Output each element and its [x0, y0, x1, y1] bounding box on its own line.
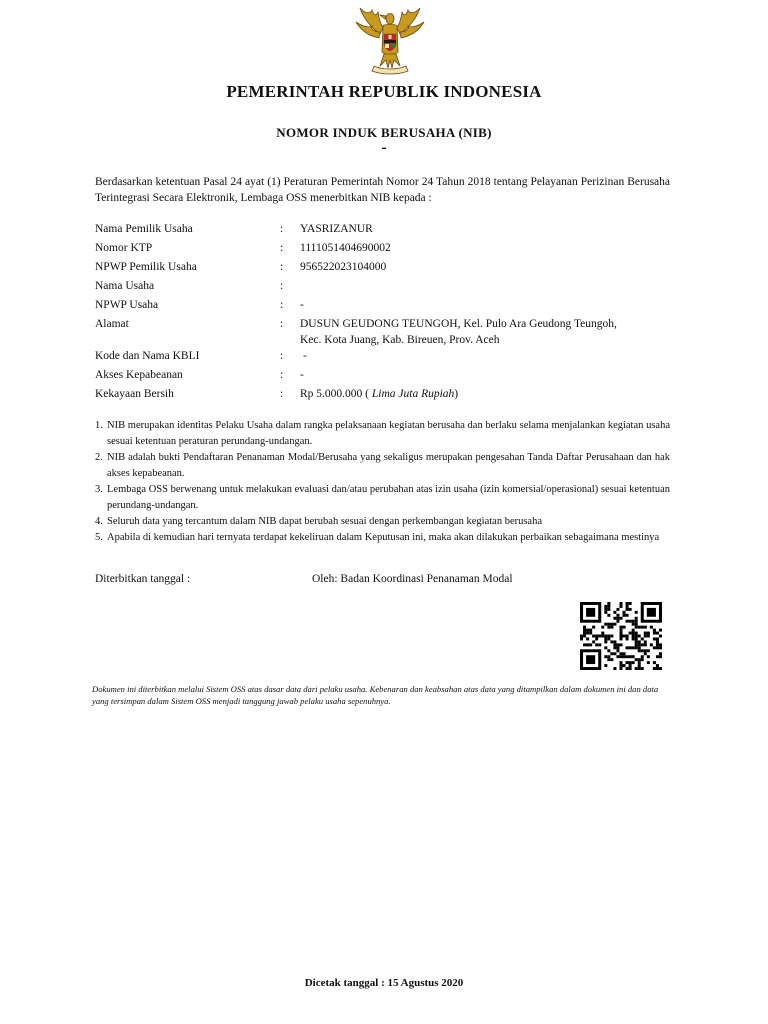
address-line-2: Kec. Kota Juang, Kab. Bireuen, Prov. Aceh	[300, 334, 500, 346]
note-number: 1.	[95, 420, 103, 431]
field-value	[300, 316, 675, 348]
field-value	[300, 386, 675, 402]
note-text: NIB merupakan identitas Pelaku Usaha dalam rangka pelaksanaan kegiatan berusaha dan berlaku selama menjalankan kegiatan usaha sesuai ketentuan peraturan perundang-undangan.	[107, 420, 670, 447]
issued-by: Oleh: Badan Koordinasi Penanaman Modal	[312, 573, 513, 585]
field-owner-npwp	[95, 259, 675, 278]
note-text: Apabila di kemudian hari ternyata terdapat kekeliruan dalam Keputusan ini, maka akan dilakukan perbaikan sebagaimana mestinya	[107, 532, 660, 543]
field-value: -	[300, 299, 304, 311]
business-fields	[95, 221, 675, 405]
note-item	[95, 482, 670, 514]
field-kbli	[95, 348, 675, 367]
field-label: Alamat	[95, 318, 129, 330]
field-separator: :	[280, 318, 284, 330]
intro-paragraph: Berdasarkan ketentuan Pasal 24 ayat (1) Peraturan Pemerintah Nomor 24 Tahun 2018 tentang Pelayanan Perizinan Berusaha Terintegrasi Secara Elektronik, Lembaga OSS menerbitkan NIB kepada :	[95, 176, 670, 204]
field-label: Nama Usaha	[95, 280, 155, 292]
net-worth-words: Lima Juta Rupiah	[369, 388, 455, 400]
document-title: NOMOR INDUK BERUSAHA (NIB)	[276, 125, 492, 140]
field-business-name	[95, 278, 675, 297]
printed-date: Dicetak tanggal : 15 Agustus 2020	[304, 977, 464, 989]
field-label: Kekayaan Bersih	[95, 388, 174, 400]
field-label: Kode dan Nama KBLI	[95, 350, 200, 362]
field-separator: :	[280, 369, 284, 381]
field-business-npwp	[95, 297, 675, 316]
address-line-1: DUSUN GEUDONG TEUNGOH, Kel. Pulo Ara Geudong Teungoh,	[300, 318, 617, 330]
field-value: 1111051404690002	[300, 242, 391, 254]
field-net-worth	[95, 386, 675, 405]
note-number: 5.	[95, 532, 103, 543]
garuda-emblem-icon	[350, 4, 430, 76]
field-customs	[95, 367, 675, 386]
field-owner-name	[95, 221, 675, 240]
note-text: Lembaga OSS berwenang untuk melakukan evaluasi dan/atau perubahan atas izin usaha (izin komersial/operasional) sesuai ketentuan perundang-undangan.	[107, 484, 670, 511]
note-item	[95, 418, 670, 450]
field-value: 956522023104000	[300, 261, 387, 273]
field-value: YASRIZANUR	[300, 223, 373, 235]
net-worth-amount: Rp 5.000.000 (	[300, 388, 369, 400]
note-item	[95, 514, 670, 530]
note-number: 4.	[95, 516, 103, 527]
note-number: 3.	[95, 484, 103, 495]
qr-code-icon	[580, 602, 662, 670]
field-ktp	[95, 240, 675, 259]
field-separator: :	[280, 350, 284, 362]
field-separator: :	[280, 280, 284, 292]
field-label: NPWP Pemilik Usaha	[95, 261, 197, 273]
field-label: NPWP Usaha	[95, 299, 159, 311]
field-label: Akses Kepabeanan	[95, 369, 183, 381]
field-value: -	[300, 369, 304, 381]
field-separator: :	[280, 388, 284, 400]
field-label: Nama Pemilik Usaha	[95, 223, 193, 235]
note-text: NIB adalah bukti Pendaftaran Penanaman Modal/Berusaha yang sekaligus merupakan pengesahan Tanda Daftar Perusahaan dan hak akses kepabeanan.	[107, 452, 670, 479]
field-separator: :	[280, 299, 284, 311]
government-title: PEMERINTAH REPUBLIK INDONESIA	[226, 82, 542, 101]
document-number: -	[381, 139, 387, 156]
note-item	[95, 530, 670, 546]
field-separator: :	[280, 242, 284, 254]
net-worth-close: )	[454, 388, 459, 400]
issued-date-label: Diterbitkan tanggal :	[95, 573, 191, 585]
field-address	[95, 316, 675, 348]
note-item	[95, 450, 670, 482]
note-number: 2.	[95, 452, 103, 463]
field-separator: :	[280, 223, 284, 235]
field-label: Nomor KTP	[95, 242, 153, 254]
note-text: Seluruh data yang tercantum dalam NIB dapat berubah sesuai dengan perkembangan kegiatan berusaha	[107, 516, 543, 527]
field-separator: :	[280, 261, 284, 273]
field-value: -	[303, 350, 307, 362]
notes-list	[95, 418, 670, 546]
disclaimer: Dokumen ini diterbitkan melalui Sistem OSS atas dasar data dari pelaku usaha. Kebenaran dan keabsahan atas data yang ditampilkan dalam dokumen ini dan data yang tersimpan dalam Sistem OSS menjadi tanggung jawab pelaku usaha sepenuhnya.	[92, 684, 659, 706]
